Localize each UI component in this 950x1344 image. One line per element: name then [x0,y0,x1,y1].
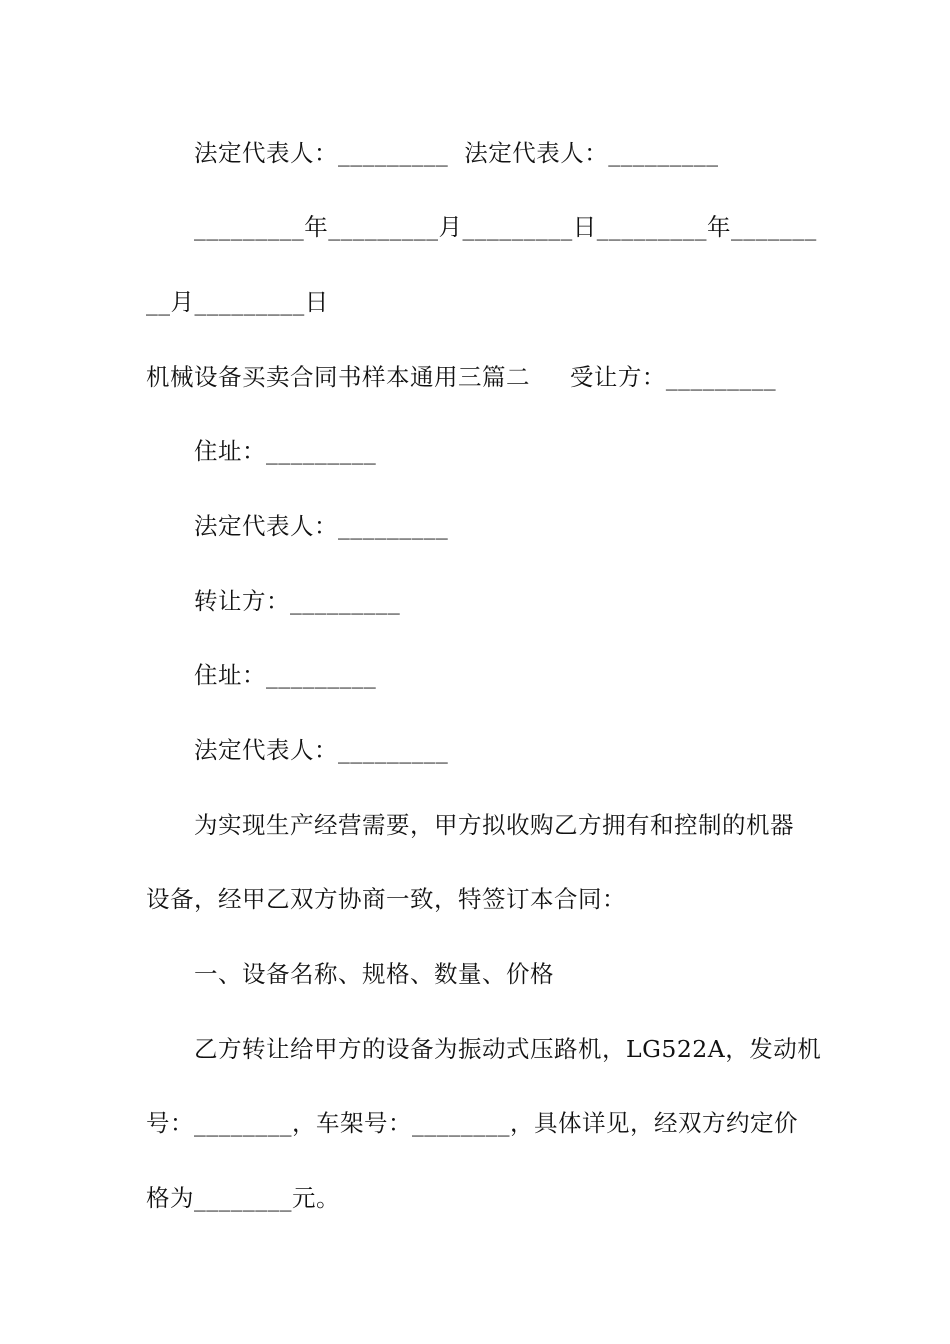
section-heading-1: 一、设备名称、规格、数量、价格 [194,960,554,988]
transferee-address-line: 住址：_________ [194,437,377,465]
date-line-2: __月_________日 [146,288,329,316]
equipment-paragraph-line-2: 号：________，车架号：________，具体详见，经双方约定价 [146,1109,798,1137]
document-title-line: 机械设备买卖合同书样本通用三篇二 受让方：_________ [146,363,777,391]
transferor-representative-line: 法定代表人：_________ [194,736,449,764]
transferor-line: 转让方：_________ [194,587,401,615]
date-line-1: _________年_________月_________日_________年_______ [194,213,817,241]
transferor-address-line: 住址：_________ [194,661,377,689]
equipment-paragraph-line-3: 格为________元。 [146,1184,340,1212]
legal-representatives-line: 法定代表人：_________ 法定代表人：_________ [194,139,719,167]
equipment-paragraph-line-1: 乙方转让给甲方的设备为振动式压路机，LG522A，发动机 [194,1035,822,1063]
transferee-representative-line: 法定代表人：_________ [194,512,449,540]
preamble-line-1: 为实现生产经营需要，甲方拟收购乙方拥有和控制的机器 [194,811,794,839]
preamble-line-2: 设备，经甲乙双方协商一致，特签订本合同： [146,885,626,913]
